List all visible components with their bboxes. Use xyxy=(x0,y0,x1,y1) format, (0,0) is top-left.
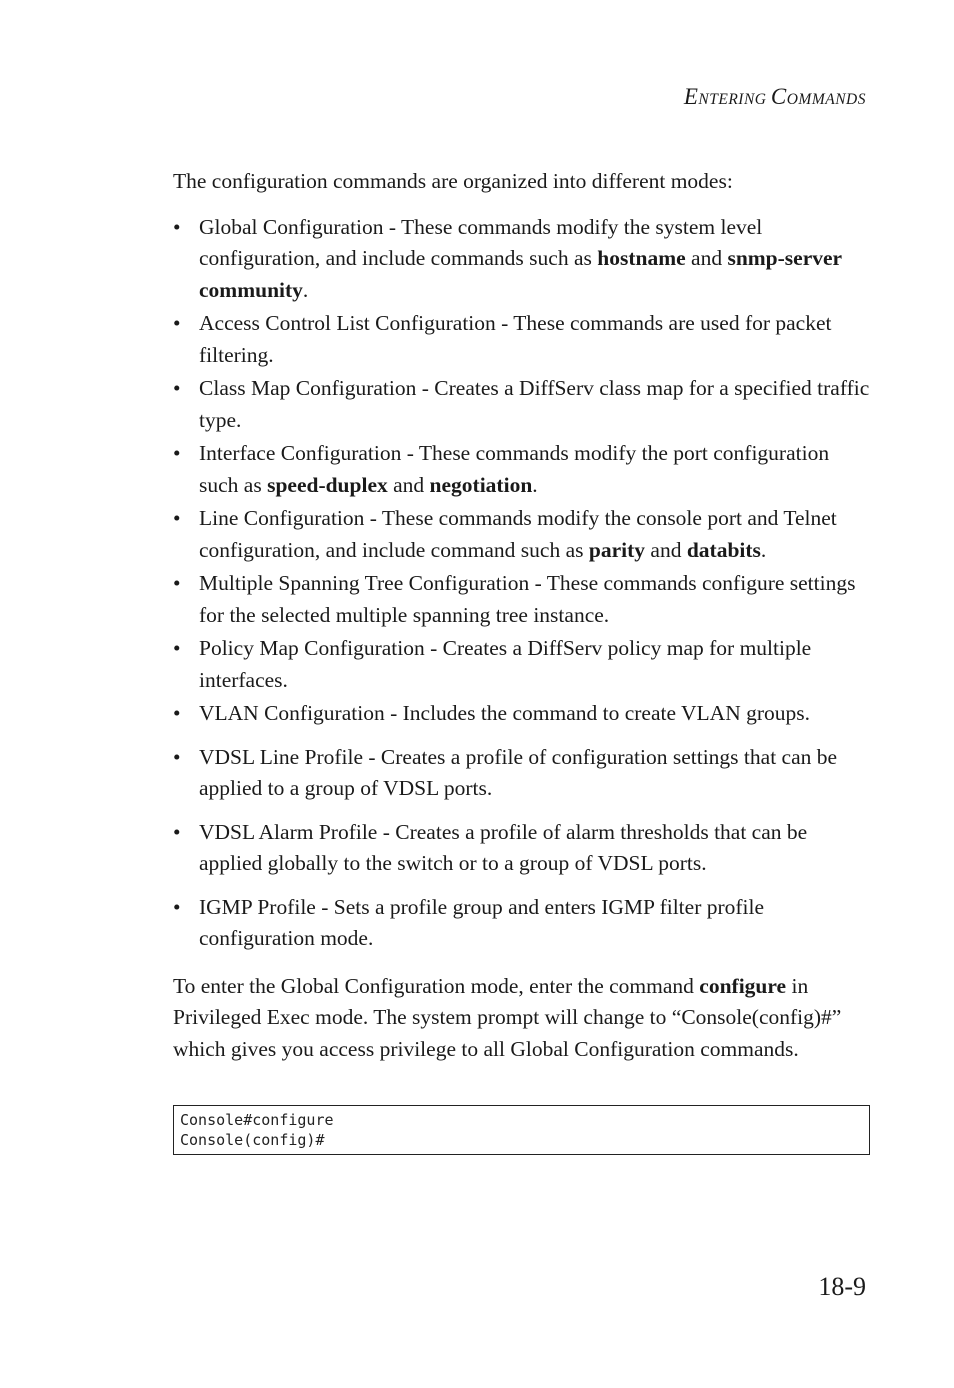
text-segment: VLAN Configuration - Includes the command to create VLAN groups. xyxy=(199,701,811,725)
bullet-marker: • xyxy=(173,376,181,400)
running-header xyxy=(684,84,866,110)
text-segment: in Privileged Exec mode. The system prompt will change to “Console(config)#” which gives you access privilege to all Global Configuration commands. xyxy=(173,973,842,1061)
bullet-marker: • xyxy=(173,744,181,769)
text-segment: Access Control List Configuration - These commands are used for packet filtering. xyxy=(199,311,832,367)
page-number: 18-9 xyxy=(818,1272,866,1301)
text-segment: VDSL Alarm Profile - Creates a profile of alarm thresholds that can be applied globally to the switch or to a group of VDSL ports. xyxy=(199,819,808,875)
header-title-part: OMMANDS xyxy=(786,91,866,108)
bullet-marker: • xyxy=(173,571,181,595)
command-keyword: speed-duplex xyxy=(267,472,388,497)
mode-list-item xyxy=(173,633,873,696)
mode-list-item xyxy=(173,308,873,371)
mode-list-item xyxy=(173,568,873,631)
text-segment: Multiple Spanning Tree Configuration - These commands configure settings for the selected multiple spanning tree instance. xyxy=(199,571,856,627)
bullet-marker: • xyxy=(173,894,181,919)
mode-list-item xyxy=(173,438,873,501)
bullet-marker: • xyxy=(173,441,181,465)
intro-paragraph: The configuration commands are organized into different modes: xyxy=(173,169,733,193)
text-segment: VDSL Line Profile - Creates a profile of configuration settings that can be applied to a group of VDSL ports. xyxy=(199,744,838,800)
text-segment: To enter the Global Configuration mode, enter the command xyxy=(173,973,700,998)
text-segment: Line Configuration - These commands modify the console port and Telnet configuration, and include command such as xyxy=(199,506,837,562)
command-keyword: parity xyxy=(588,537,646,562)
mode-list-item xyxy=(173,892,873,955)
code-line: Console(config)# xyxy=(180,1131,325,1149)
code-line: Console#configure xyxy=(180,1111,334,1129)
text-segment: Class Map Configuration - Creates a DiffServ class map for a specified traffic type. xyxy=(199,376,870,432)
mode-list-item xyxy=(173,817,873,880)
command-keyword: hostname xyxy=(597,246,686,270)
header-title-part: C xyxy=(770,84,787,109)
bullet-marker: • xyxy=(173,214,181,239)
header-title-part: E xyxy=(683,84,699,109)
mode-list-item xyxy=(173,373,873,436)
bullet-marker: • xyxy=(173,701,181,725)
text-segment: and xyxy=(685,246,728,270)
text-segment: IGMP Profile - Sets a profile group and enters IGMP filter profile configuration mode. xyxy=(199,894,765,950)
text-segment: Interface Configuration - These commands modify the port configuration such as xyxy=(199,441,830,497)
command-keyword: databits xyxy=(686,537,761,562)
text-segment: . xyxy=(532,472,538,497)
page-body xyxy=(173,166,873,1065)
text-segment: . xyxy=(302,277,309,302)
mode-list-item xyxy=(173,698,873,730)
bullet-marker: • xyxy=(173,636,181,660)
text-segment: and xyxy=(387,472,430,497)
code-example xyxy=(173,1105,870,1155)
command-keyword: configure xyxy=(699,973,787,998)
closing-paragraph xyxy=(173,971,873,1066)
bullet-marker: • xyxy=(173,311,181,335)
header-title-part: NTERING xyxy=(698,91,771,108)
bullet-marker: • xyxy=(173,506,181,530)
configuration-modes-list xyxy=(173,212,873,955)
text-segment: . xyxy=(760,537,767,562)
command-keyword: negotiation xyxy=(429,472,533,497)
mode-list-item xyxy=(173,503,873,566)
text-segment: and xyxy=(645,537,687,562)
command-keyword: snmp-server community xyxy=(199,246,842,302)
mode-list-item xyxy=(173,212,873,307)
text-segment: Global Configuration - These commands modify the system level configuration, and include commands such as xyxy=(199,214,763,270)
text-segment: Policy Map Configuration - Creates a DiffServ policy map for multiple interfaces. xyxy=(199,636,812,692)
mode-list-item xyxy=(173,742,873,805)
bullet-marker: • xyxy=(173,819,181,844)
